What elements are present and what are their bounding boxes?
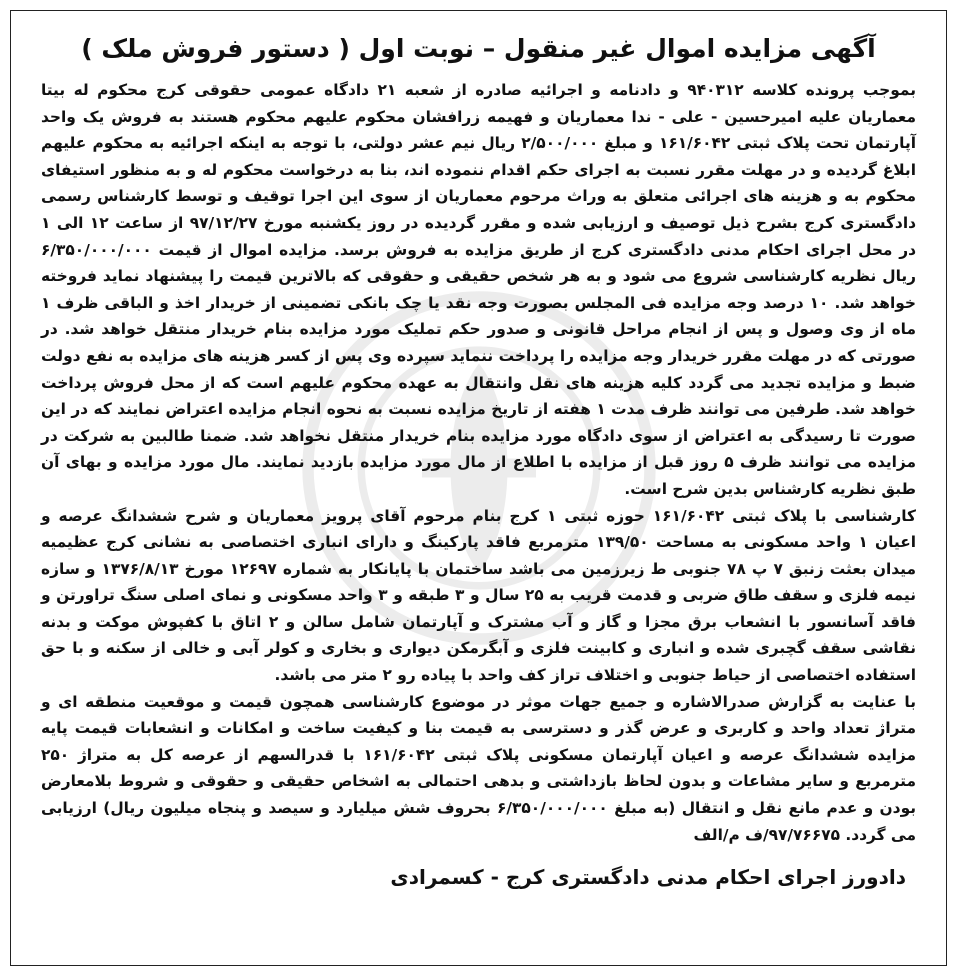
notice-frame [10,10,947,966]
notice-paragraph: با عنایت به گزارش صدرالاشاره و جمیع جهات موثر در موضوع کارشناسی همچون قیمت و موقعیت منطقه ای و متراژ تعداد واحد و کاربری و عرض گذر و دسترسی به قیمت بنا و کیفیت ساخت و امکانات و انشعابات قیمت پایه مزایده ششدانگ عرصه و اعیان آپارتمان مسکونی پلاک ثبتی ۱۶۱/۶۰۴۲ با قدرالسهم از عرصه کل به متراژ ۲۵۰ مترمربع و سایر مشاعات و بدون لحاظ بازداشتی و بدهی احتمالی به اشخاص حقیقی و حقوقی و شروط بلامعارض بودن و عدم مانع نقل و انتقال (به مبلغ ۶/۳۵۰/۰۰۰/۰۰۰ بحروف شش میلیارد و سیصد و پنجاه میلیون ریال) ارزیابی می گردد. ۹۷/۷۶۶۷۵/ف م/الف [41,692,917,844]
notice-paragraph: کارشناسی با پلاک ثبتی ۱۶۱/۶۰۴۲ حوزه ثبتی ۱ کرج بنام مرحوم آقای پرویز معماریان و شرح ششدانگ عرصه و اعیان ۱ واحد مسکونی به مساحت ۱۳۹/۵۰ مترمربع فاقد پارکینگ و دارای انباری اختصاصی به نشانی کرج عظیمیه میدان بعثت زنبق ۷ پ ۷۸ جنوبی ط زیرزمین می باشد ساختمان با پایانکار به شماره ۱۲۶۹۷ مورخ ۱۳۷۶/۸/۱۳ و سازه نیمه فلزی و سقف طاق ضربی و قدمت قریب به ۲۵ سال و ۳ طبقه و ۳ واحد مسکونی و نمای اصلی سنگ تراورتن و فاقد آسانسور با انشعاب برق مجزا و گاز و آب مشترک و آپارتمان شامل سالن و ۲ اتاق با کفپوش موکت و بدنه نقاشی سقف گچبری شده و انباری و کابینت فلزی و آبگرمکن دیواری و بخاری و کولر آبی و خالی از سکنه و با حق استفاده اختصاصی از حیاط جنوبی و اختلاف تراز کف واحد با پیاده رو ۲ متر می باشد. [41,506,916,685]
notice-paragraph: بموجب پرونده کلاسه ۹۴۰۳۱۲ و دادنامه و اجرائیه صادره از شعبه ۲۱ دادگاه عمومی حقوقی کرج محکوم له بیتا معماریان علیه امیرحسین - علی - ندا معماریان و فهیمه زرافشان محکوم علیهم محکوم هستند به فروش یک واحد آپارتمان تحت پلاک ثبتی ۱۶۱/۶۰۴۲ و مبلغ ۲/۵۰۰/۰۰۰ ریال نیم عشر دولتی، با توجه به اینکه اجرائیه به محکوم علیهم ابلاغ گردیده و در مهلت مقرر نسبت به اجرای حکم اقدام ننموده اند، بنا به درخواست محکوم له و به منظور استیفای محکوم به و هزینه های اجرائی متعلق به وراث مرحوم معماریان از سوی این اجرا توقیف و توسط کارشناس رسمی دادگستری کرج بشرح ذیل توصیف و ارزیابی شده و مقرر گردیده در روز یکشنبه مورخ ۹۷/۱۲/۲۷ از ساعت ۱۲ الی ۱ در محل اجرای احکام مدنی دادگستری کرج از طریق مزایده به فروش برسد. مزایده اموال از قیمت ۶/۳۵۰/۰۰۰/۰۰۰ ریال نظریه کارشناسی شروع می شود و به هر شخص حقیقی و حقوقی که بالاترین قیمت را پیشنهاد نماید فروخته خواهد شد. ۱۰ درصد وجه مزایده فی المجلس بصورت وجه نقد یا چک بانکی تضمینی از خریدار اخذ و الباقی ظرف ۱ ماه از وی وصول و پس از انجام مراحل قانونی و صدور حکم تملیک مورد مزایده بنام خریدار منتقل خواهد شد. در صورتی که در مهلت مقرر خریدار وجه مزایده را پرداخت ننماید سپرده وی پس از کسر هزینه های مزایده به نفع دولت ضبط و مزایده تجدید می گردد کلیه هزینه های نقل وانتقال به عهده محکوم علیهم است که از محل فروش پرداخت خواهد شد. طرفین می توانند ظرف مدت ۱ هفته از تاریخ مزایده نسبت به نحوه انجام مزایده اعتراض نمایند که در این صورت تا رسیدگی به اعتراض از سوی دادگاه مورد مزایده بنام خریدار منتقل نخواهد شد. ضمنا طالبین به شرکت در مزایده می توانند ظرف ۵ روز قبل از مزایده با اطلاع از مال مورد مزایده بازدید نمایند. مال مورد مزایده و بهای آن طبق نظریه کارشناس بدین شرح است. [41,81,917,498]
notice-signature: دادورز اجرای احکام مدنی دادگستری کرج - کسمرادی [390,865,906,890]
notice-body [41,11,916,965]
notice-title: آگهی مزایده اموال غیر منقول – نوبت اول ( دستور فروش ملک ) [81,34,876,63]
